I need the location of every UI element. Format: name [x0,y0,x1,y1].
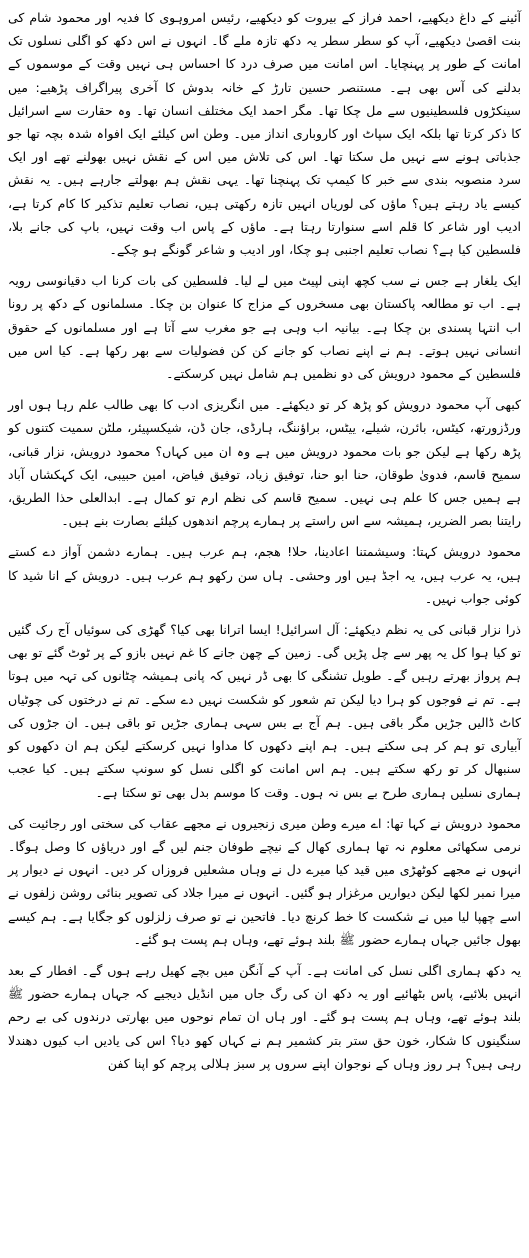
article-paragraph: یہ دکھ ہماری اگلی نسل کی امانت ہے۔ آپ کے آنگن میں بچے کھیل رہے ہوں گے۔ افطار کے بعد انہیں بلائیے، پاس بٹھائیے اور یہ دکھ ان کی رگ جاں میں انڈیل دیجیے کہ جہاں ہمارے حضور ﷺ بلند ہوئے تھے، وہاں ہم پست ہو گئے۔ اور ہاں ان تمام نوحوں میں بھارتی درندوں کی بے رحم سنگینوں کا شکار، خون حق ستر بتر کشمیر ہم نے کہاں کھو دیا؟ اس کی یادیں اب کیوں دھندلا رہی ہیں؟ ہر روز وہاں کے نوجوان اپنے سروں پر سبز ہلالی پرچم کو اپنا کفن [8,962,521,1071]
article-paragraph: ذرا نزار قبانی کی یہ نظم دیکھئے: آل اسرائیل! ایسا اترانا بھی کیا؟ گھڑی کی سوئیاں آج رک گئیں تو کیا ہوا کل یہ پھر سے چل پڑیں گی۔ زمین کے چھن جانے کا غم نہیں بازو کے پر ٹوٹ گئے تو بھی ہم پرواز بھرتے رہیں گے۔ طویل تشنگی کا بھی ڈر نہیں کہ پانی ہمیشہ چٹانوں کی تہہ میں ہوتا ہے۔ تم نے فوجوں کو ہرا دیا لیکن تم شعور کو شکست نہیں دے سکے۔ تم نے درختوں کی چوٹیاں کاٹ ڈالیں جڑیں مگر باقی ہیں۔ ہم آج بے بس سہی ہماری جڑیں تو باقی ہیں۔ ان جڑوں کی آبیاری تو ہم کر ہی سکتے ہیں۔ ہم اپنے دکھوں کا مداوا نہیں کرسکتے لیکن ہم ان دکھوں کو سنبھال کر تو رکھ سکتے ہیں۔ ہم اس امانت کو اگلی نسل کو سونپ سکتے ہیں۔ کیا عجب ہماری نسلیں ہماری طرح بے بس نہ ہوں۔ وقت کا موسم بدل بھی تو سکتا ہے۔ [8,622,521,800]
article-paragraph: محمود درویش کہتا: وسیشمتنا اعادینا، حلا! ھجم، ہم عرب ہیں۔ ہمارے دشمن آواز دے کستے ہیں، یہ عرب ہیں، یہ اجڈ ہیں اور وحشی۔ ہاں سن رکھو ہم عرب ہیں۔ درویش کے انا شید کا کوئی جواب نہیں۔ [8,544,521,606]
article-paragraph: محمود درویش نے کہا تھا: اے میرے وطن میری زنجیروں نے مجھے عقاب کی سختی اور رجائیت کی نرمی سکھائی معلوم نہ تھا ہماری کھال کے نیچے طوفان جنم لیں گے اور دریاؤں کا وصل ہوگا۔ انہوں نے مجھے کوٹھڑی میں قید کیا میرے دل نے وہاں مشعلیں فروزاں کر دیں۔ انہوں نے دیوار پر میرا نمبر لکھا لیکن دیواریں مرغزار ہو گئیں۔ انہوں نے میرا جلاد کی تصویر بنائی روشن زلفوں نے اسے چھپا لیا میں نے شکست کا خط کرنچ دیا۔ فاتحین نے تو صرف زلزلوں کو جگایا ہے۔ ہم کیسے بھول جائیں جہاں ہمارے حضور ﷺ بلند ہوئے تھے، وہاں ہم پست ہو گئے۔ [8,815,521,947]
article-paragraph: آئینے کے داغ دیکھیے، احمد فراز کے بیروت کو دیکھیے، رئیس امروہوی کا فدیہ اور محمود شام کی بنت اقصیٰ دیکھیے، آپ کو سطر سطر یہ دکھ تازہ ملے گا۔ انہوں نے اس دکھ کو اگلی نسلوں تک امانت کے طور پر پہنچایا۔ اس امانت میں صرف درد کا احساس ہی نہیں وقت کے موسموں کے بدلنے کی آس بھی ہے۔ مستنصر حسین تارڑ کے خانہ بدوش کا آخری پیراگراف پڑھیے: میں سینکڑوں فلسطینیوں سے مل چکا تھا۔ مگر احمد ایک مختلف انسان تھا۔ وہ حقارت سے اسرائیل کا ذکر کرتا تھا بلکہ ایک سپاٹ اور کاروباری انداز میں۔ وطن اس کیلئے ایک افواہ شدہ بچہ تھا جو جذباتی ہونے سے نہیں مل سکتا تھا۔ اس کی تلاش میں اس کے نقش نہیں بھولنے تھے اور ایک سرد منصوبہ بندی سے خبر کا کیمپ تک پہنچنا تھا۔ یہی نقش ہم بھولتے جارہے ہیں۔ یہ نقش کیسے یاد رہتے ہیں؟ ماؤں کی لوریاں انہیں تازہ رکھتی ہیں، نصاب تعلیم تذکیر کا کام کرتا ہے، ادیب اور شاعر کا قلم اسے سنوارتا رہتا ہے۔ ماؤں کے پاس اب وقت نہیں، باپ کی جانے بلا، فلسطین کیا ہے؟ نصاب تعلیم اجنبی ہو چکا، اور ادیب و شاعر گونگے ہو چکے۔ [8,10,521,258]
article-paragraph: ایک یلغار ہے جس نے سب کچھ اپنی لپیٹ میں لے لیا۔ فلسطین کی بات کرنا اب دقیانوسی رویہ ہے۔ اب تو مطالعہ پاکستان بھی مسخروں کے مزاج کا عنوان بن چکا۔ مسلمانوں کے دکھ پر رونا اب انتہا پسندی بن چکا ہے۔ بیانیہ اب وہی ہے جو مغرب سے آتا ہے اور مسلمانوں کے حقوق انسانی نہیں ہوتے۔ ہم نے اپنے نصاب کو جانے کن کن فضولیات سے بھر رکھا ہے۔ کیا اس میں فلسطین کے محمود درویش کی دو نظمیں ہم شامل نہیں کرسکتے۔ [8,273,521,382]
article-paragraph: کبھی آپ محمود درویش کو پڑھ کر تو دیکھئے۔ میں انگریزی ادب کا بھی طالب علم رہا ہوں اور ورڈزورتھ، کیٹس، بائرن، شیلے، ییٹس، براؤننگ، ہارڈی، جان ڈن، شیکسپیئر، ملٹن سمیت کتنوں کو پڑھ رکھا ہے لیکن جو بات محمود درویش میں ہے وہ ان میں کہاں؟ محمود درویش، نزار قبانی، سمیح قاسم، فدویٰ طوقان، حنا ابو حنا، توفیق زیاد، توفیق فیاض، امین حبیبی، ایک کہکشاں آباد ہے ہمیں جس کا علم ہی نہیں۔ سمیح قاسم کی نظم ارم تو کمال ہے۔ ابدالعلی حذا الطریق، رایتنا بصر الضریر، ہمیشہ سے اس راستے پر ہمارے پرچم اندھوں کیلئے بصارت بنے ہیں۔ [8,397,521,529]
